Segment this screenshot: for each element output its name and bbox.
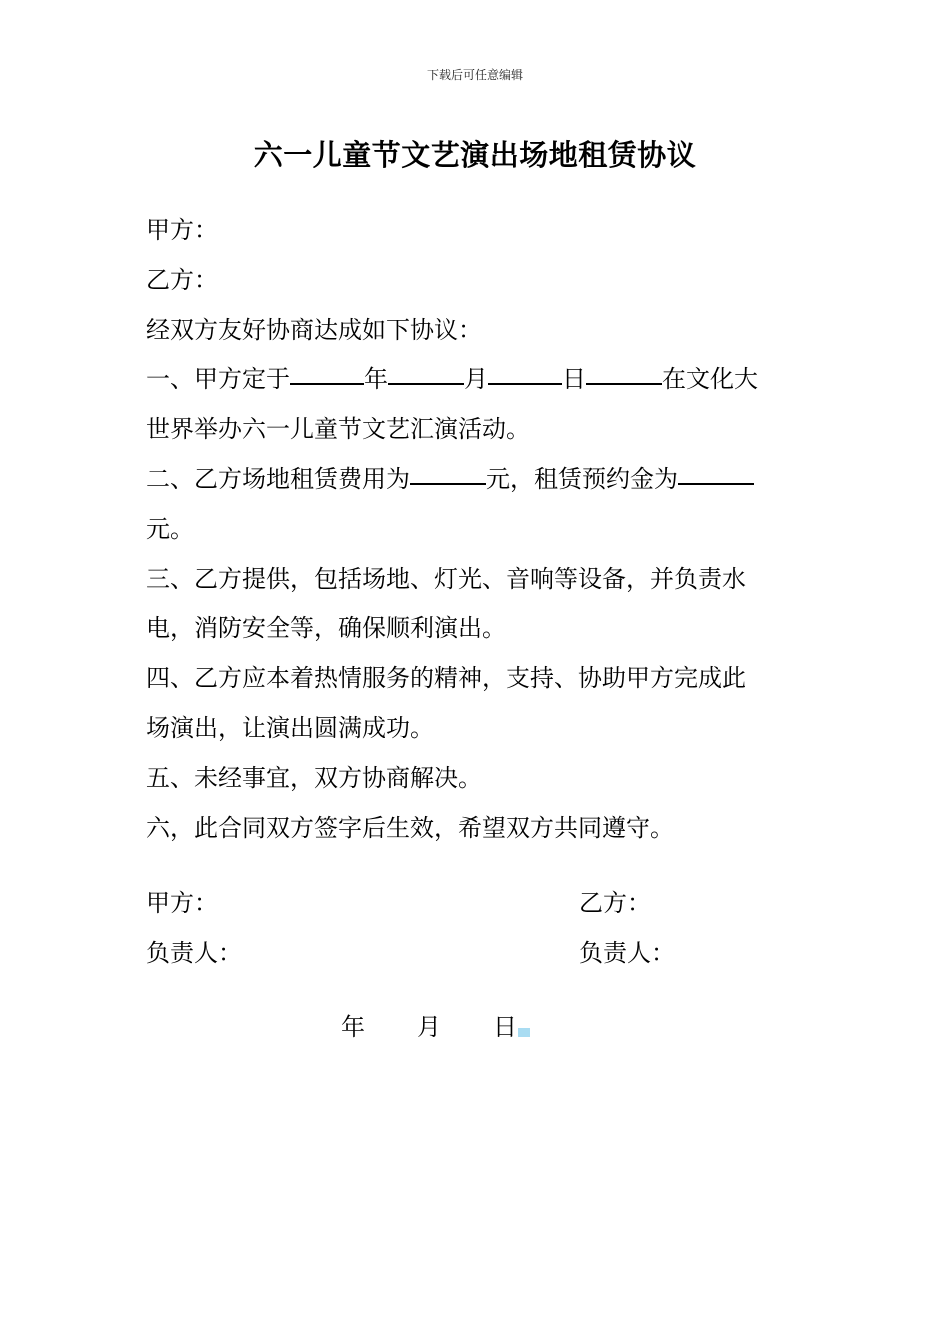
- signature-rep-a: 负责人：: [146, 939, 242, 967]
- clause-1-month-label: 月: [464, 365, 488, 394]
- clause-6-line: 六，此合同双方签字后生效，希望双方共同遵守。: [146, 813, 674, 842]
- clause-4-line-2: 场演出，让演出圆满成功。: [146, 713, 434, 742]
- document-title: 六一儿童节文艺演出场地租赁协议: [253, 138, 697, 172]
- date-day-label: 日: [493, 1013, 517, 1041]
- date-month-label: 月: [417, 1013, 441, 1041]
- clause-1-line-2: 世界举办六一儿童节文艺汇演活动。: [146, 415, 530, 444]
- clause-1-venue: 在文化大: [662, 365, 758, 394]
- clause-2-line-1: [146, 455, 786, 505]
- party-a-line: 甲方：: [146, 216, 218, 244]
- signing-date: [341, 1007, 530, 1042]
- rent-fee-blank[interactable]: [410, 482, 486, 485]
- clause-3-line-1: 三、乙方提供，包括场地、灯光、音响等设备，并负责水: [146, 564, 746, 593]
- clause-5-line: 五、未经事宜，双方协商解决。: [146, 763, 482, 792]
- clause-1-line-1: [146, 355, 786, 405]
- clause-1-lead: 一、甲方定于: [146, 365, 290, 394]
- clause-4-line-1: 四、乙方应本着热情服务的精神，支持、协助甲方完成此: [146, 664, 746, 693]
- intro-line: 经双方友好协商达成如下协议：: [146, 315, 482, 344]
- party-b-line: 乙方：: [146, 265, 218, 294]
- signature-party-a: 甲方：: [146, 889, 218, 917]
- clause-1-year-label: 年: [364, 365, 388, 394]
- header-note: 下载后可任意编辑: [426, 68, 523, 82]
- clause-2-lead: 二、乙方场地租赁费用为: [146, 464, 410, 493]
- clause-2-mid: 元，租赁预约金为: [486, 464, 678, 493]
- clause-2-line-2: 元。: [146, 514, 194, 543]
- clause-1-day-label: 日: [562, 365, 586, 394]
- time-blank[interactable]: [586, 382, 662, 385]
- text-cursor-highlight: [518, 1028, 530, 1037]
- deposit-blank[interactable]: [678, 482, 754, 485]
- clause-3-line-2: 电，消防安全等，确保顺利演出。: [146, 614, 506, 643]
- signature-party-b: 乙方：: [579, 889, 651, 917]
- month-blank[interactable]: [388, 382, 464, 385]
- date-year-label: 年: [341, 1013, 365, 1041]
- year-blank[interactable]: [290, 382, 364, 385]
- day-blank[interactable]: [488, 382, 562, 385]
- signature-rep-b: 负责人：: [579, 939, 675, 967]
- agreement-body: [146, 206, 786, 853]
